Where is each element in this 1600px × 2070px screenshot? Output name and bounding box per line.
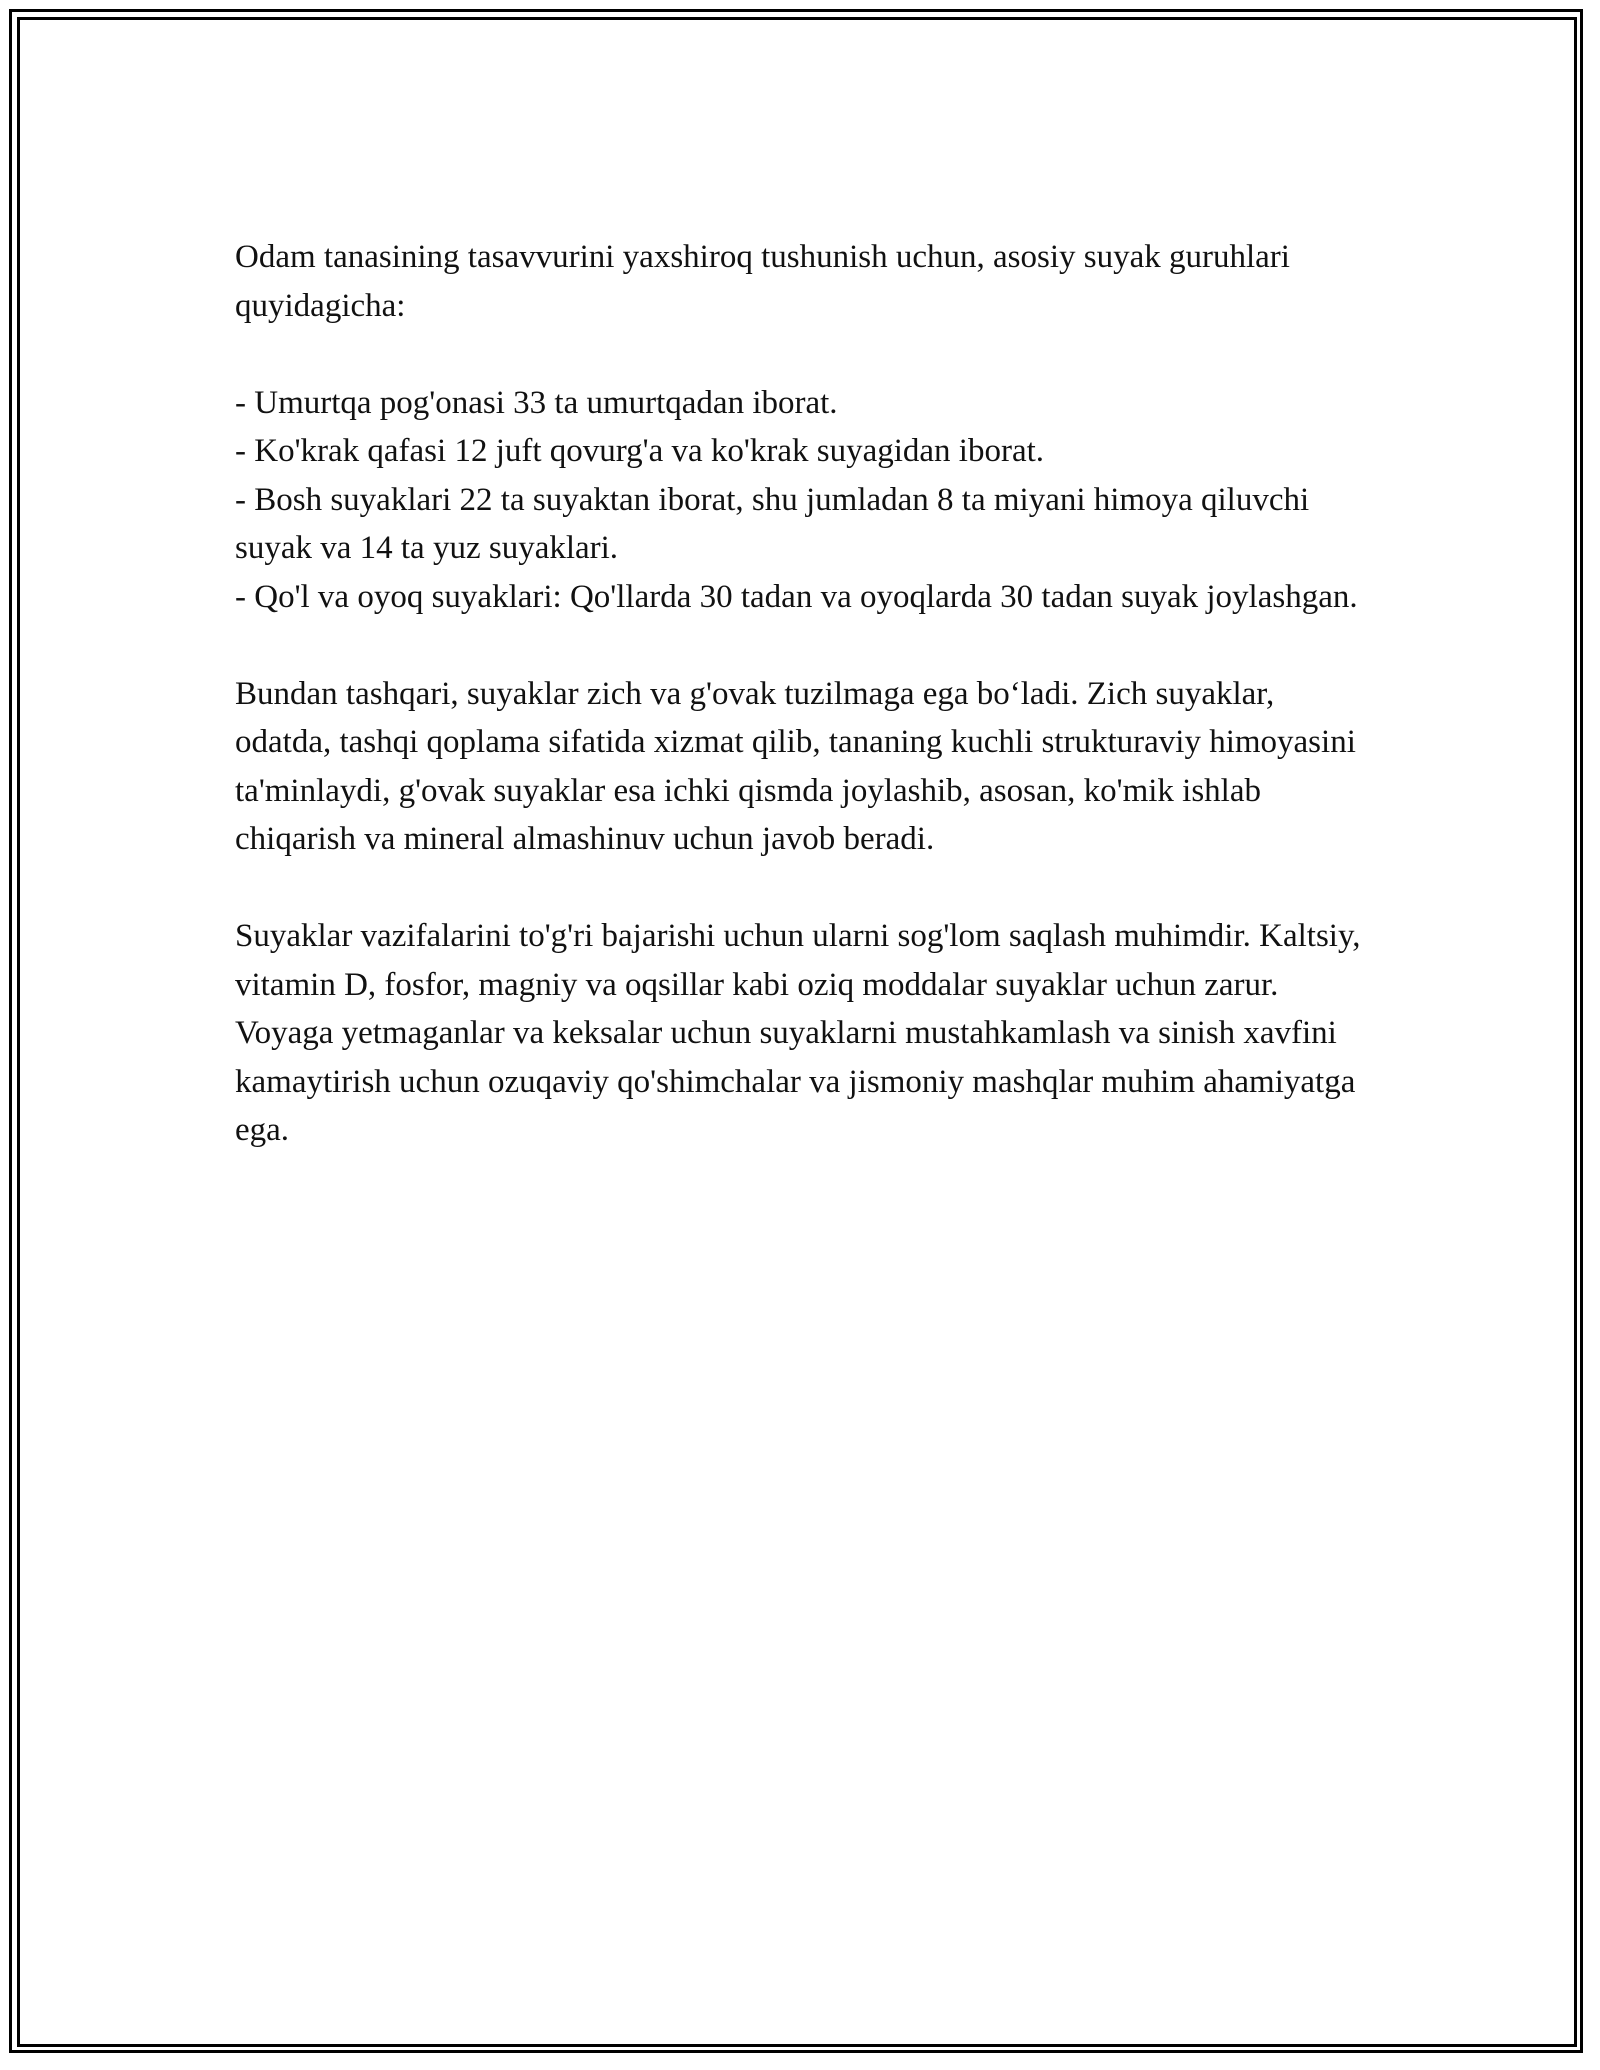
bone-structure-paragraph: Bundan tashqari, suyaklar zich va g'ovak tuzilmaga ega bo‘ladi. Zich suyaklar, odatda, tashqi qoplama sifatida xizmat qilib, tananing kuchli strukturaviy himoyasini ta'minlaydi, g'ovak suyaklar esa ichki qismda joylashib, asosan, ko'mik ishlab chiqarish va mineral almashinuv uchun javob beradi.: [235, 675, 1356, 857]
document-body: [235, 233, 1375, 1203]
bone-groups-list: [235, 379, 1375, 622]
list-item: - Ko'krak qafasi 12 juft qovurg'a va ko'krak suyagidan iborat.: [235, 433, 1045, 469]
intro-paragraph: Odam tanasining tasavvurini yaxshiroq tushunish uchun, asosiy suyak guruhlari quyidagicha:: [235, 239, 1290, 324]
list-item: - Bosh suyaklari 22 ta suyaktan iborat, shu jumladan 8 ta miyani himoya qiluvchi suyak va 14 ta yuz suyaklari.: [235, 481, 1310, 566]
list-item: - Umurtqa pog'onasi 33 ta umurtqadan iborat.: [235, 384, 838, 421]
list-item: - Qo'l va oyoq suyaklari: Qo'llarda 30 tadan va oyoqlarda 30 tadan suyak joylashgan.: [235, 578, 1358, 615]
bone-health-paragraph: Suyaklar vazifalarini to'g'ri bajarishi uchun ularni sog'lom saqlash muhimdir. Kaltsiy, vitamin D, fosfor, magniy va oqsillar kabi oziq moddalar suyaklar uchun zarur. Voyaga yetmaganlar va keksalar uchun suyaklarni mustahkamlash va sinish xavfini kamaytirish uchun ozuqaviy qo'shimchalar va jismoniy mashqlar muhim ahamiyatga ega.: [235, 918, 1361, 1148]
